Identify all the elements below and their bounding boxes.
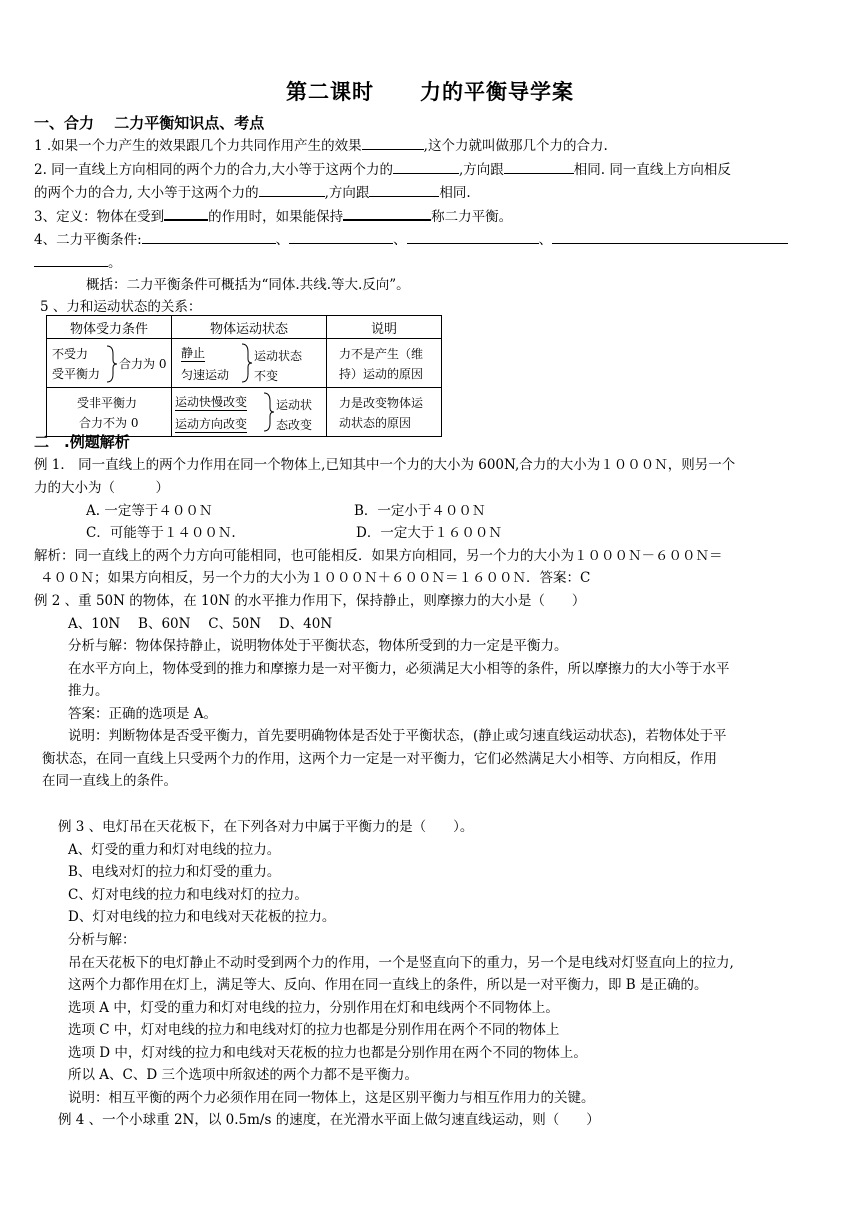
example3-option-a: A、灯受的重力和灯对电线的拉力。 <box>68 842 281 858</box>
example1-option-d: D．一定大于１６００Ｎ <box>356 525 502 541</box>
example3-analysis: 选项 D 中，灯对线的拉力和电线对天花板的拉力也都是分别作用在两个不同的物体上。 <box>68 1045 587 1061</box>
example3-analysis: 所以 A、C、D 三个选项中所叙述的两个力都不是平衡力。 <box>68 1067 418 1083</box>
example3-note: 说明：相互平衡的两个力必须作用在同一物体上，这是区别平衡力与相互作用力的关键。 <box>68 1090 595 1106</box>
blank[interactable] <box>362 135 424 150</box>
brace-icon <box>262 391 276 433</box>
example3-option-c: C、灯对电线的拉力和电线对灯的拉力。 <box>68 887 308 903</box>
example2-note: 说明：判断物体是否受平衡力，首先要明确物体是否处于平衡状态，(静止或匀速直线运动状态)，若物体处于平 <box>68 728 727 744</box>
item-4-cont: 。 <box>34 252 122 273</box>
item-3: 3、定义：物体在受到 的作用时，如果能保持 称二力平衡。 <box>34 205 512 227</box>
item-5: 5 、力和运动状态的关系： <box>40 299 202 315</box>
example4-stem: 例 4 、一个小球重 2N，以 0.5m/s 的速度，在光滑水平面上做匀速直线运动，则（ ） <box>58 1112 600 1128</box>
section2-heading: 二 .例题解析 <box>34 433 130 451</box>
example1-solution: 解析：同一直线上的两个力方向可能相同，也可能相反．如果方向相同，另一个力的大小为１０００Ｎ－６００Ｎ＝ <box>34 548 723 564</box>
example1-option-b: B．一定小于４００Ｎ <box>354 503 486 519</box>
force-motion-table <box>46 315 442 437</box>
example3-analysis: 选项 A 中，灯受的重力和灯对电线的拉力，分别作用在灯和电线两个不同物体上。 <box>68 1000 559 1016</box>
blank[interactable] <box>142 229 276 244</box>
table-row: 不受力 受平衡力 合力为 0 静止 匀速运动 运动状态 不变 力不是产生（维 持）运动的原因 <box>47 339 442 388</box>
example2-analysis: 在水平方向上，物体受到的推力和摩擦力是一对平衡力，必须满足大小相等的条件，所以摩擦力的大小等于水平 <box>68 661 730 677</box>
section1-heading: 一、合力 二力平衡知识点、考点 <box>34 114 265 132</box>
table-row: 受非平衡力 合力不为 0 运动快慢改变 运动方向改变 运动状 态改变 力是改变物体运 动状态的原因 <box>47 388 442 437</box>
example2-note: 衡状态，在同一直线上只受两个力的作用，这两个力一定是一对平衡力，它们必然满足大小相等、方向相反，作用 <box>42 751 717 767</box>
blank[interactable] <box>34 252 108 267</box>
brace-icon <box>105 344 119 384</box>
page-title: 第二课时 力的平衡导学案 <box>286 80 574 104</box>
item-2-line1: 2. 同一直线上方向相同的两个力的合力,大小等于这两个力的 ,方向跟 相同. 同一直线上方向相反 <box>34 159 731 180</box>
example2-note: 在同一直线上的条件。 <box>42 773 177 789</box>
example3-option-d: D、灯对电线的拉力和电线对天花板的拉力。 <box>68 909 336 925</box>
example1-option-c: C．可能等于１４００Ｎ. <box>86 525 236 541</box>
summary: 概括：二力平衡条件可概括为“同体.共线.等大.反向”。 <box>86 277 410 293</box>
table-header: 物体受力条件 <box>47 316 172 339</box>
item-4: 4、二力平衡条件: 、 、 、 <box>34 229 788 250</box>
example1-stem-cont: 力的大小为（ ） <box>34 480 169 496</box>
example3-analysis: 吊在天花板下的电灯静止不动时受到两个力的作用，一个是竖直向下的重力，另一个是电线对灯竖直向上的拉力, <box>68 955 734 971</box>
blank[interactable] <box>552 229 788 244</box>
example1-option-a: A. 一定等于４００Ｎ <box>86 503 213 519</box>
item-1: 1 .如果一个力产生的效果跟几个力共同作用产生的效果 ,这个力就叫做那几个力的合力. <box>34 135 608 156</box>
blank[interactable] <box>259 182 325 197</box>
brace-icon <box>240 342 254 384</box>
example1-stem: 例 1． 同一直线上的两个力作用在同一个物体上,已知其中一个力的大小为 600N,合力的大小为１０００Ｎ，则另一个 <box>34 457 736 473</box>
blank[interactable] <box>369 182 439 197</box>
item-2-line2: 的两个力的合力, 大小等于这两个力的 ,方向跟 相同. <box>34 182 471 203</box>
example2-analysis: 推力。 <box>68 683 109 699</box>
example2-analysis: 分析与解：物体保持静止，说明物体处于平衡状态，物体所受到的力一定是平衡力。 <box>68 638 568 654</box>
example1-solution-cont: ４００Ｎ；如果方向相反，另一个力的大小为１０００Ｎ＋６００Ｎ＝１６００Ｎ．答案：C <box>40 570 591 586</box>
blank[interactable] <box>289 229 393 244</box>
example3-stem: 例 3 、电灯吊在天花板下，在下列各对力中属于平衡力的是（ ）。 <box>58 819 474 835</box>
example3-option-b: B、电线对灯的拉力和灯受的重力。 <box>68 864 281 880</box>
blank[interactable] <box>504 159 574 174</box>
table-header: 说明 <box>327 316 442 339</box>
blank[interactable] <box>164 205 208 221</box>
table-header: 物体运动状态 <box>172 316 327 339</box>
blank[interactable] <box>407 229 539 244</box>
example3-analysis: 选项 C 中，灯对电线的拉力和电线对灯的拉力也都是分别作用在两个不同的物体上 <box>68 1022 560 1038</box>
example2-stem: 例 2 、重 50N 的物体，在 10N 的水平推力作用下，保持静止，则摩擦力的大小是（ ） <box>34 593 586 609</box>
example3-analysis: 分析与解： <box>68 932 136 948</box>
example2-options: A、10N B、60N C、50N D、40N <box>68 616 333 632</box>
example3-analysis: 这两个力都作用在灯上，满足等大、反向、作用在同一直线上的条件，所以是一对平衡力，即 B 是正确的。 <box>68 977 708 993</box>
example2-answer: 答案：正确的选项是 A。 <box>68 706 218 722</box>
blank[interactable] <box>343 205 431 221</box>
blank[interactable] <box>393 159 459 174</box>
